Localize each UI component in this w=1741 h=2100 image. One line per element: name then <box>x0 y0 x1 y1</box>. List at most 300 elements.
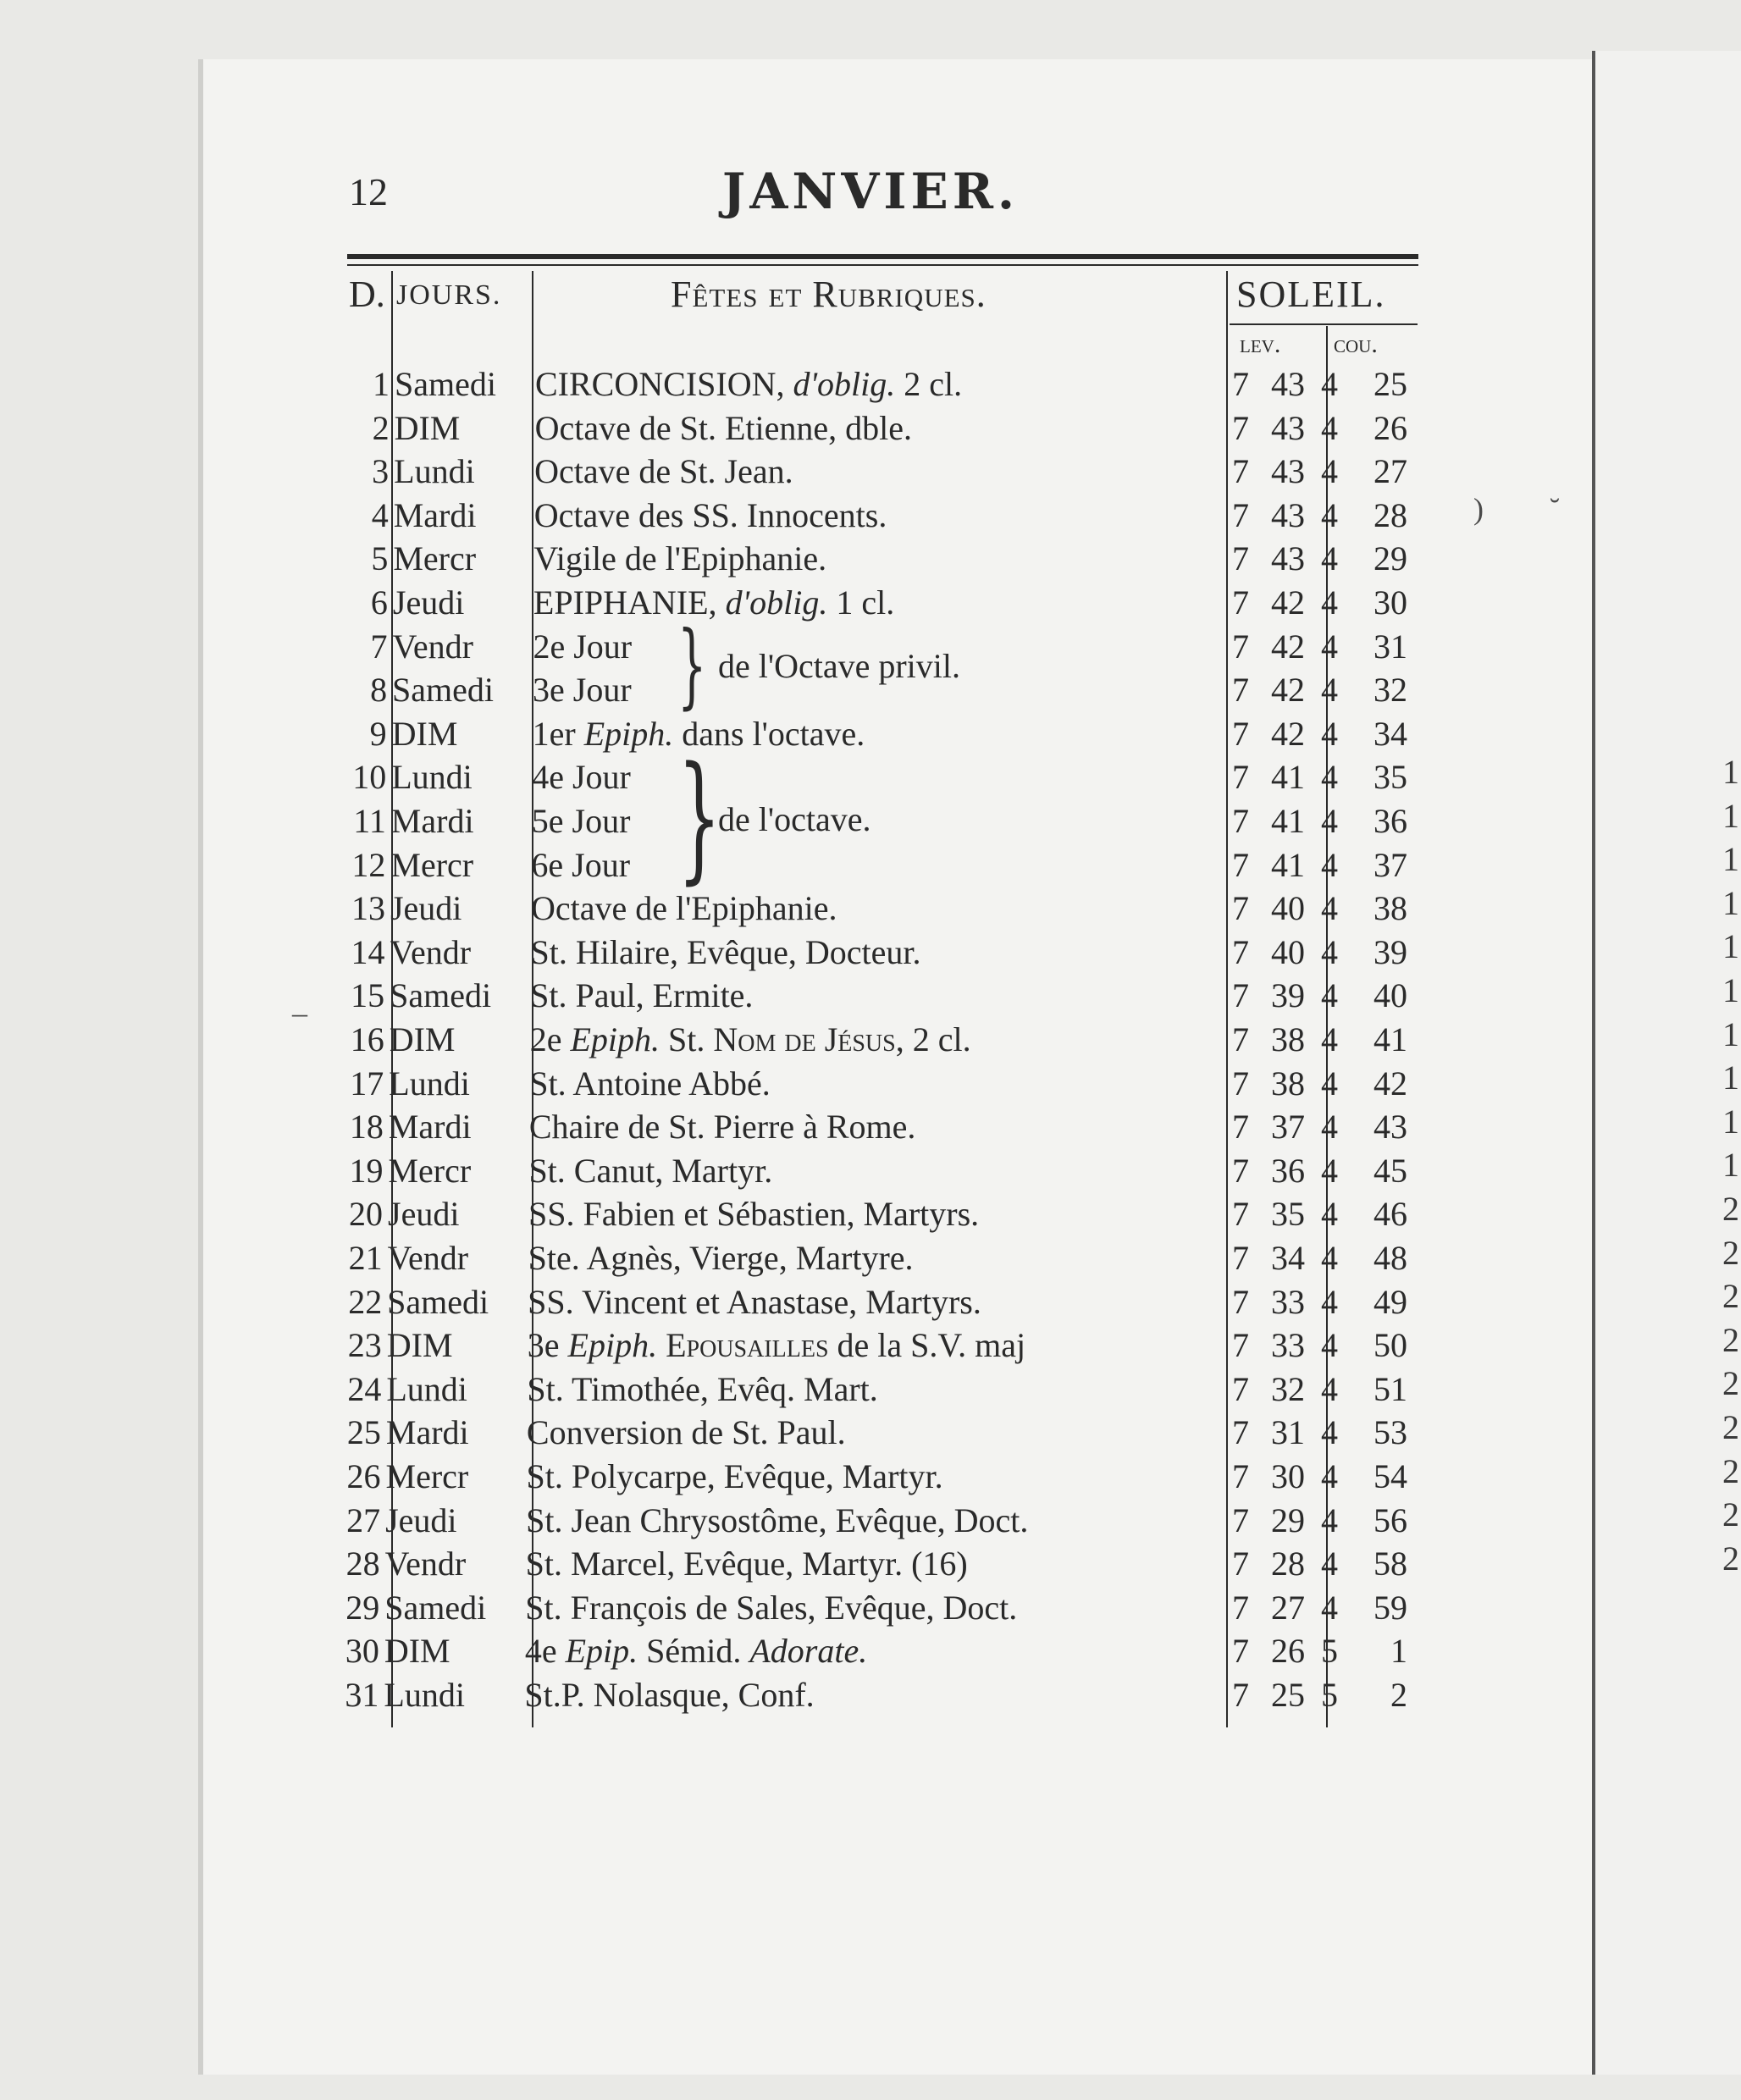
sunset-minute: 25 <box>1373 365 1407 403</box>
sunrise-minute: 41 <box>1271 802 1305 840</box>
sunset-hour: 4 <box>1321 495 1338 534</box>
sunrise-hour: 7 <box>1232 714 1249 753</box>
sunrise-minute: 26 <box>1271 1632 1305 1671</box>
weekday: Mercr <box>388 1151 472 1190</box>
day-number: 21 <box>348 1239 383 1277</box>
day-number: 17 <box>350 1064 384 1102</box>
header-jours: JOURS. <box>396 279 502 311</box>
header-soleil: SOLEIL. <box>1236 274 1386 315</box>
feast-text <box>533 537 826 581</box>
sunrise-hour: 7 <box>1232 1545 1249 1583</box>
brace-label: de l'octave. <box>718 799 871 838</box>
sunrise-hour: 7 <box>1232 1676 1249 1714</box>
feast-segment <box>657 1326 666 1364</box>
day-number: 28 <box>345 1545 380 1583</box>
sunrise-hour: 7 <box>1232 1064 1249 1102</box>
adjacent-page-digit: 2 <box>1722 1190 1739 1228</box>
weekday: Mardi <box>393 495 477 534</box>
calendar-row <box>0 931 1741 975</box>
brace-label: de l'Octave privil. <box>718 647 960 686</box>
feast-segment: St. Marcel, Evêque, Martyr. (16) <box>525 1545 968 1583</box>
day-number: 25 <box>346 1413 381 1452</box>
sunrise-minute: 28 <box>1271 1545 1305 1583</box>
sunrise-minute: 38 <box>1271 1064 1305 1102</box>
day-number: 16 <box>350 1020 384 1058</box>
sunset-minute: 35 <box>1373 758 1407 797</box>
feast-segment: CIRCONCISION, <box>535 365 793 403</box>
sunrise-hour: 7 <box>1232 758 1249 797</box>
sunrise-minute: 27 <box>1271 1588 1305 1627</box>
adjacent-page-digit: 1 <box>1722 927 1739 966</box>
feast-text <box>530 974 753 1018</box>
adjacent-page-digit: 1 <box>1722 796 1739 835</box>
sunset-minute: 59 <box>1373 1588 1407 1627</box>
sunset-minute: 28 <box>1373 495 1407 534</box>
feast-segment: Octave des SS. Innocents. <box>533 495 887 534</box>
feast-segment: 2e <box>529 1020 571 1058</box>
adjacent-page-digit: 2 <box>1722 1495 1739 1534</box>
sunrise-minute: 41 <box>1271 758 1305 797</box>
day-number: 22 <box>348 1282 383 1321</box>
calendar-row <box>0 1280 1741 1324</box>
sunrise-hour: 7 <box>1232 495 1249 534</box>
sunrise-hour: 7 <box>1232 932 1249 971</box>
feast-text <box>531 931 921 975</box>
sunset-minute: 48 <box>1373 1239 1407 1277</box>
weekday: Vendr <box>390 932 472 971</box>
sunrise-hour: 7 <box>1232 1413 1249 1452</box>
feast-segment: St. Antoine Abbé. <box>529 1064 771 1102</box>
feast-segment: SS. Fabien et Sébastien, Martyrs. <box>528 1195 980 1234</box>
feast-text <box>533 625 632 669</box>
sunrise-hour: 7 <box>1232 1108 1249 1147</box>
grouping-brace: } <box>677 611 707 720</box>
weekday: DIM <box>389 1020 456 1058</box>
feast-segment: St. Paul, Ermite. <box>530 976 754 1015</box>
weekday: Vendr <box>387 1239 469 1277</box>
feast-segment: Octave de St. Jean. <box>534 452 793 491</box>
feast-text <box>525 1629 867 1673</box>
feast-segment: Sémid. <box>638 1632 750 1671</box>
feast-text <box>528 1149 772 1193</box>
sunrise-minute: 30 <box>1271 1457 1305 1495</box>
adjacent-page-digit: 2 <box>1722 1539 1739 1578</box>
sunset-minute: 49 <box>1373 1282 1407 1321</box>
day-number: 15 <box>351 976 385 1015</box>
feast-segment: d'oblig. <box>793 365 896 403</box>
sunset-minute: 58 <box>1373 1545 1407 1583</box>
margin-mark: – <box>292 996 307 1030</box>
feast-text <box>530 1018 971 1062</box>
calendar-row <box>0 1499 1741 1543</box>
sunrise-hour: 7 <box>1232 889 1249 928</box>
sunset-hour: 4 <box>1321 365 1338 403</box>
weekday: DIM <box>386 1326 453 1365</box>
sunrise-minute: 39 <box>1271 976 1305 1015</box>
sunset-minute: 37 <box>1373 845 1407 884</box>
sunset-minute: 34 <box>1373 714 1407 753</box>
sunset-hour: 4 <box>1321 1369 1338 1408</box>
feast-text <box>524 1673 814 1717</box>
sunrise-minute: 43 <box>1271 495 1305 534</box>
feast-segment: St. <box>660 1020 714 1058</box>
sunset-minute: 39 <box>1373 932 1407 971</box>
sunset-hour: 4 <box>1321 1457 1338 1495</box>
day-number: 6 <box>370 583 388 622</box>
adjacent-page-digit: 2 <box>1722 1233 1739 1272</box>
adjacent-page-digit: 2 <box>1722 1408 1739 1446</box>
feast-text <box>535 406 912 450</box>
feast-segment: 4e <box>524 1632 566 1671</box>
sunset-minute: 56 <box>1373 1500 1407 1539</box>
sunrise-minute: 40 <box>1271 932 1305 971</box>
sunset-hour: 4 <box>1321 1588 1338 1627</box>
sunrise-hour: 7 <box>1232 583 1249 622</box>
sunset-minute: 36 <box>1373 802 1407 840</box>
weekday: Samedi <box>384 1588 487 1627</box>
day-number: 24 <box>347 1369 382 1408</box>
calendar-row <box>0 450 1741 494</box>
feast-text <box>527 1411 846 1455</box>
sunset-minute: 46 <box>1373 1195 1407 1234</box>
feast-text <box>526 1499 1028 1543</box>
feast-text <box>525 1586 1017 1630</box>
feast-segment: St. Canut, Martyr. <box>528 1151 773 1190</box>
sunrise-hour: 7 <box>1232 976 1249 1015</box>
weekday: DIM <box>394 408 461 447</box>
sunrise-minute: 42 <box>1271 627 1305 666</box>
sunrise-minute: 35 <box>1271 1195 1305 1234</box>
sunrise-minute: 37 <box>1271 1108 1305 1147</box>
feast-text <box>529 1105 916 1149</box>
sunrise-hour: 7 <box>1232 1239 1249 1277</box>
sunrise-hour: 7 <box>1232 452 1249 491</box>
calendar-row <box>0 406 1741 450</box>
feast-segment: d'oblig. <box>725 583 828 622</box>
sunset-hour: 4 <box>1321 802 1338 840</box>
sunset-minute: 1 <box>1390 1632 1407 1671</box>
feast-segment: Nom de Jésus <box>713 1020 896 1058</box>
sunset-hour: 4 <box>1321 671 1338 710</box>
feast-segment: dans l'octave. <box>673 714 865 753</box>
sunset-hour: 4 <box>1321 1064 1338 1102</box>
sunset-minute: 43 <box>1373 1108 1407 1147</box>
feast-segment: 3e Jour <box>533 671 632 710</box>
sunset-minute: 30 <box>1373 583 1407 622</box>
feast-segment: 2 cl. <box>895 365 963 403</box>
feast-text <box>535 362 962 406</box>
sunset-hour: 4 <box>1321 1239 1338 1277</box>
weekday: Mardi <box>385 1413 469 1452</box>
calendar-row <box>0 1192 1741 1236</box>
adjacent-page-digit: 2 <box>1722 1451 1739 1490</box>
day-number: 18 <box>349 1108 384 1147</box>
feast-segment: 5e Jour <box>531 802 631 840</box>
weekday: Lundi <box>384 1676 465 1714</box>
calendar-row <box>0 537 1741 581</box>
sunrise-minute: 33 <box>1271 1282 1305 1321</box>
feast-text <box>534 494 887 538</box>
sunset-hour: 4 <box>1321 714 1338 753</box>
calendar-row <box>0 1236 1741 1280</box>
weekday: Vendr <box>392 627 473 666</box>
sunset-minute: 2 <box>1390 1676 1407 1714</box>
adjacent-page-digit: 1 <box>1722 883 1739 922</box>
sunset-minute: 38 <box>1373 889 1407 928</box>
sunset-minute: 26 <box>1373 408 1407 447</box>
day-number: 10 <box>352 758 387 797</box>
header-rule-thin <box>347 264 1418 266</box>
sunrise-hour: 7 <box>1232 539 1249 578</box>
sunrise-hour: 7 <box>1232 1195 1249 1234</box>
calendar-row <box>0 1542 1741 1586</box>
weekday: Samedi <box>392 671 495 710</box>
sunrise-minute: 43 <box>1271 539 1305 578</box>
calendar-row <box>0 1105 1741 1149</box>
sunset-hour: 4 <box>1321 408 1338 447</box>
day-number: 20 <box>349 1195 384 1234</box>
feast-segment: Ste. Agnès, Vierge, Martyre. <box>528 1239 914 1277</box>
calendar-row <box>0 1062 1741 1106</box>
sunrise-hour: 7 <box>1232 845 1249 884</box>
header-cou: cou. <box>1334 330 1378 358</box>
calendar-row <box>0 1368 1741 1412</box>
feast-text <box>528 1280 981 1324</box>
sunrise-minute: 25 <box>1271 1676 1305 1714</box>
weekday: Samedi <box>390 976 492 1015</box>
sunset-minute: 31 <box>1373 627 1407 666</box>
weekday: Samedi <box>387 1282 489 1321</box>
day-number: 5 <box>371 539 389 578</box>
feast-text <box>533 581 894 625</box>
feast-text <box>527 1455 943 1499</box>
feast-segment: Epip. <box>565 1632 638 1671</box>
day-number: 7 <box>370 627 388 666</box>
sunset-hour: 4 <box>1321 1108 1338 1147</box>
sunset-minute: 29 <box>1373 539 1407 578</box>
day-number: 13 <box>351 889 385 928</box>
sunset-minute: 50 <box>1373 1326 1407 1365</box>
sunrise-minute: 42 <box>1271 714 1305 753</box>
sunrise-hour: 7 <box>1232 1457 1249 1495</box>
sunset-hour: 4 <box>1321 976 1338 1015</box>
feast-segment: SS. Vincent et Anastase, Martyrs. <box>528 1282 981 1321</box>
sunrise-hour: 7 <box>1232 1326 1249 1365</box>
calendar-row <box>0 1455 1741 1499</box>
day-number: 9 <box>369 714 387 753</box>
sunrise-minute: 43 <box>1271 452 1305 491</box>
sunrise-minute: 31 <box>1271 1413 1305 1452</box>
day-number: 11 <box>353 802 386 840</box>
sunset-hour: 5 <box>1321 1632 1338 1671</box>
sunset-hour: 4 <box>1321 758 1338 797</box>
adjacent-page-digit: 1 <box>1722 971 1739 1009</box>
weekday: Lundi <box>389 1064 470 1102</box>
feast-text <box>528 1236 914 1280</box>
day-number: 1 <box>373 365 390 403</box>
feast-segment: St. Hilaire, Evêque, Docteur. <box>530 932 921 971</box>
calendar-row <box>0 362 1741 406</box>
sunrise-minute: 43 <box>1271 365 1305 403</box>
sunset-hour: 4 <box>1321 845 1338 884</box>
weekday: Jeudi <box>385 1500 457 1539</box>
sunset-minute: 42 <box>1373 1064 1407 1102</box>
adjacent-page-digit: 1 <box>1722 1146 1739 1185</box>
sunrise-hour: 7 <box>1232 1151 1249 1190</box>
weekday: Mardi <box>390 802 474 840</box>
feast-segment: Octave de St. Etienne, dble. <box>534 408 912 447</box>
feast-segment: Chaire de St. Pierre à Rome. <box>528 1108 916 1147</box>
sunrise-hour: 7 <box>1232 365 1249 403</box>
calendar-row <box>0 581 1741 625</box>
feast-segment: 4e Jour <box>532 758 631 797</box>
sunrise-minute: 38 <box>1271 1020 1305 1058</box>
sunrise-minute: 42 <box>1271 671 1305 710</box>
feast-text <box>528 1324 1025 1368</box>
sunset-hour: 4 <box>1321 1413 1338 1452</box>
feast-text <box>532 755 631 799</box>
calendar-row <box>0 1586 1741 1630</box>
sunset-minute: 32 <box>1373 671 1407 710</box>
calendar-row <box>0 712 1741 756</box>
sunrise-hour: 7 <box>1232 1369 1249 1408</box>
sunset-minute: 54 <box>1373 1457 1407 1495</box>
day-number: 4 <box>371 495 389 534</box>
feast-segment: Epiph. <box>570 1020 660 1058</box>
sunrise-hour: 7 <box>1232 408 1249 447</box>
feast-segment: Conversion de St. Paul. <box>526 1413 846 1452</box>
sunset-hour: 4 <box>1321 1020 1338 1058</box>
sunset-hour: 5 <box>1321 1676 1338 1714</box>
sunset-minute: 40 <box>1373 976 1407 1015</box>
day-number: 30 <box>345 1632 379 1671</box>
weekday: Mercr <box>390 845 474 884</box>
feast-segment: 3e <box>527 1326 568 1365</box>
header-d: D. <box>349 274 385 315</box>
calendar-row <box>0 755 1741 799</box>
adjacent-page-digit: 1 <box>1722 1058 1739 1097</box>
weekday: Mercr <box>385 1457 469 1495</box>
feast-text <box>532 799 631 843</box>
weekday: Jeudi <box>388 1195 460 1234</box>
calendar-row <box>0 1411 1741 1455</box>
weekday: DIM <box>391 714 458 753</box>
weekday: Jeudi <box>390 889 462 928</box>
feast-segment: EPIPHANIE, <box>533 583 726 622</box>
margin-mark: ˘ <box>1550 492 1560 526</box>
adjacent-page-digit: 1 <box>1722 753 1739 791</box>
feast-text <box>528 1192 979 1236</box>
header-fetes: Fêtes et Rubriques. <box>671 274 987 315</box>
feast-text <box>527 1368 877 1412</box>
sunset-hour: 4 <box>1321 539 1338 578</box>
sunset-minute: 41 <box>1373 1020 1407 1058</box>
feast-segment: St. François de Sales, Evêque, Doct. <box>525 1588 1018 1627</box>
calendar-row <box>0 887 1741 931</box>
sunrise-hour: 7 <box>1232 627 1249 666</box>
weekday: Samedi <box>395 365 496 403</box>
feast-segment: St. Polycarpe, Evêque, Martyr. <box>526 1457 943 1495</box>
adjacent-page-digit: 1 <box>1722 1102 1739 1141</box>
sunrise-minute: 42 <box>1271 583 1305 622</box>
day-number: 23 <box>347 1326 382 1365</box>
feast-text <box>529 1062 770 1106</box>
sunset-hour: 4 <box>1321 889 1338 928</box>
weekday: Vendr <box>384 1545 467 1583</box>
sunset-hour: 4 <box>1321 1500 1338 1539</box>
feast-segment: St. Jean Chrysostôme, Evêque, Doct. <box>526 1500 1029 1539</box>
page-number: 12 <box>349 170 388 213</box>
adjacent-page-digit: 1 <box>1722 840 1739 879</box>
adjacent-page-digit: 2 <box>1722 1277 1739 1316</box>
day-number: 19 <box>349 1151 384 1190</box>
day-number: 14 <box>351 932 385 971</box>
sunrise-minute: 41 <box>1271 845 1305 884</box>
sunrise-minute: 40 <box>1271 889 1305 928</box>
grouping-brace: } <box>677 737 721 898</box>
calendar-row <box>0 1673 1741 1717</box>
calendar-row <box>0 1149 1741 1193</box>
sunrise-minute: 29 <box>1271 1500 1305 1539</box>
feast-segment: 6e Jour <box>531 845 631 884</box>
feast-segment: Epousailles <box>666 1326 829 1365</box>
day-number: 3 <box>372 452 390 491</box>
calendar-row <box>0 974 1741 1018</box>
weekday: Lundi <box>386 1369 467 1408</box>
feast-segment: St. Timothée, Evêq. Mart. <box>527 1369 878 1408</box>
feast-segment: 2e Jour <box>533 627 633 666</box>
weekday: Mardi <box>388 1108 472 1147</box>
sunrise-hour: 7 <box>1232 1588 1249 1627</box>
feast-segment: de la S.V. maj <box>828 1326 1026 1365</box>
month-title: JANVIER. <box>721 163 1020 220</box>
feast-segment: , 2 cl. <box>895 1020 971 1058</box>
sunset-minute: 53 <box>1373 1413 1407 1452</box>
feast-segment: Epiph. <box>583 714 674 753</box>
calendar-row <box>0 1018 1741 1062</box>
weekday: DIM <box>384 1632 450 1671</box>
feast-segment: St.P. Nolasque, Conf. <box>524 1676 815 1714</box>
sunrise-hour: 7 <box>1232 1500 1249 1539</box>
day-number: 31 <box>345 1676 379 1714</box>
sunset-hour: 4 <box>1321 627 1338 666</box>
sunset-hour: 4 <box>1321 583 1338 622</box>
adjacent-page-digit: 1 <box>1722 1014 1739 1053</box>
calendar-row <box>0 1324 1741 1368</box>
feast-text <box>526 1542 968 1586</box>
sunset-minute: 51 <box>1373 1369 1407 1408</box>
weekday: Mercr <box>393 539 477 578</box>
sunset-minute: 27 <box>1373 452 1407 491</box>
day-number: 27 <box>346 1500 381 1539</box>
feast-text <box>533 668 632 712</box>
weekday: Lundi <box>391 758 473 797</box>
weekday: Lundi <box>394 452 475 491</box>
sunset-minute: 45 <box>1373 1151 1407 1190</box>
sunrise-hour: 7 <box>1232 1632 1249 1671</box>
feast-segment: Adorate. <box>749 1632 868 1671</box>
day-number: 12 <box>351 845 386 884</box>
feast-segment: 1er <box>532 714 584 753</box>
sunset-hour: 4 <box>1321 1545 1338 1583</box>
sunrise-hour: 7 <box>1232 802 1249 840</box>
sunrise-hour: 7 <box>1232 671 1249 710</box>
sunset-hour: 4 <box>1321 1326 1338 1365</box>
margin-mark: ) <box>1473 492 1484 526</box>
header-lev: lev. <box>1240 330 1281 358</box>
feast-segment: Vigile de l'Epiphanie. <box>533 539 827 578</box>
sunset-hour: 4 <box>1321 932 1338 971</box>
